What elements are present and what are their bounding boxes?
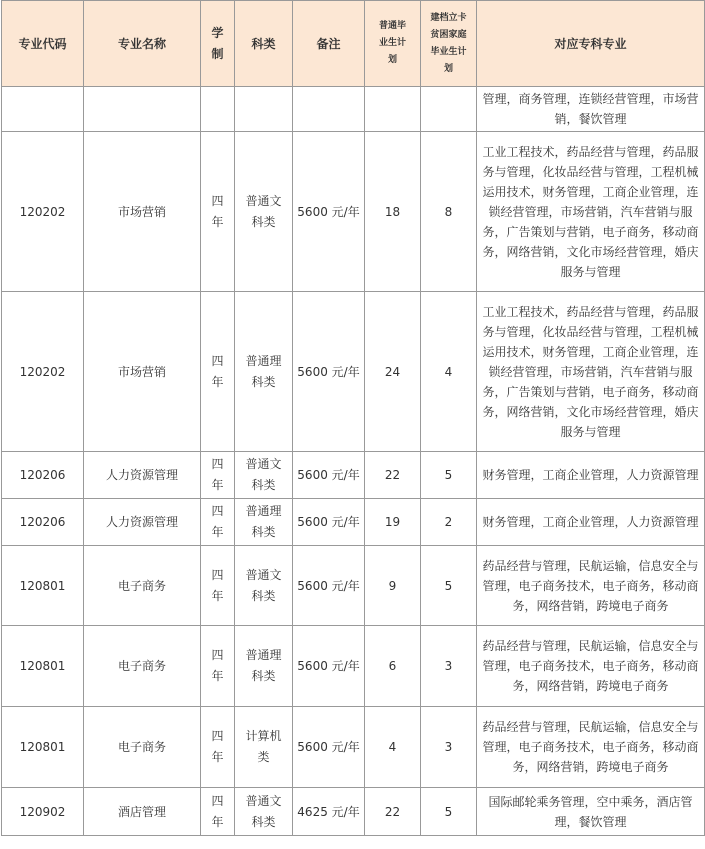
cell-name xyxy=(84,87,201,132)
cell-majors: 药品经营与管理，民航运输，信息安全与管理，电子商务技术，电子商务，移动商务，网络营销，跨境电子商务 xyxy=(477,626,705,707)
cell-poverty-plan: 3 xyxy=(421,707,477,788)
cell-category: 普通理 科类 xyxy=(235,626,293,707)
cell-category xyxy=(235,87,293,132)
cell-majors: 财务管理，工商企业管理，人力资源管理 xyxy=(477,452,705,499)
cell-majors: 国际邮轮乘务管理，空中乘务，酒店管理，餐饮管理 xyxy=(477,788,705,836)
cell-poverty-plan: 8 xyxy=(421,132,477,292)
cell-poverty-plan: 5 xyxy=(421,452,477,499)
table-row xyxy=(2,292,705,452)
cell-name: 市场营销 xyxy=(84,132,201,292)
cell-remark: 5600 元/年 xyxy=(293,499,365,546)
cell-name: 人力资源管理 xyxy=(84,452,201,499)
cell-remark: 5600 元/年 xyxy=(293,707,365,788)
cell-regular-plan: 4 xyxy=(365,707,421,788)
table-row xyxy=(2,87,705,132)
header-duration: 学 制 xyxy=(201,1,235,87)
header-row xyxy=(2,1,705,87)
cell-duration: 四 年 xyxy=(201,788,235,836)
cell-remark: 4625 元/年 xyxy=(293,788,365,836)
cell-name: 电子商务 xyxy=(84,546,201,626)
cell-code: 120801 xyxy=(2,707,84,788)
cell-code: 120202 xyxy=(2,292,84,452)
cell-majors: 药品经营与管理，民航运输，信息安全与管理，电子商务技术，电子商务，移动商务，网络营销，跨境电子商务 xyxy=(477,546,705,626)
cell-remark: 5600 元/年 xyxy=(293,626,365,707)
cell-regular-plan: 22 xyxy=(365,452,421,499)
cell-duration: 四 年 xyxy=(201,132,235,292)
cell-code: 120801 xyxy=(2,546,84,626)
cell-category: 普通文 科类 xyxy=(235,788,293,836)
cell-poverty-plan: 4 xyxy=(421,292,477,452)
cell-majors: 工业工程技术，药品经营与管理，药品服务与管理，化妆品经营与管理，工程机械运用技术，财务管理，工商企业管理，连锁经营管理，市场营销，汽车营销与服务，广告策划与营销，电子商务，移动商务，网络营销，文化市场经营管理，婚庆服务与管理 xyxy=(477,132,705,292)
cell-poverty-plan xyxy=(421,87,477,132)
cell-poverty-plan: 5 xyxy=(421,788,477,836)
cell-regular-plan: 24 xyxy=(365,292,421,452)
cell-regular-plan: 22 xyxy=(365,788,421,836)
cell-name: 人力资源管理 xyxy=(84,499,201,546)
cell-majors: 管理，商务管理，连锁经营管理，市场营销，餐饮管理 xyxy=(477,87,705,132)
cell-regular-plan: 19 xyxy=(365,499,421,546)
cell-category: 普通文 科类 xyxy=(235,546,293,626)
table-row xyxy=(2,788,705,836)
cell-code: 120206 xyxy=(2,452,84,499)
cell-remark: 5600 元/年 xyxy=(293,132,365,292)
enrollment-plan-table xyxy=(1,0,705,836)
header-majors: 对应专科专业 xyxy=(477,1,705,87)
header-regular-plan: 普通毕 业生计 划 xyxy=(365,1,421,87)
header-category: 科类 xyxy=(235,1,293,87)
cell-category: 普通文 科类 xyxy=(235,132,293,292)
cell-regular-plan xyxy=(365,87,421,132)
cell-duration: 四 年 xyxy=(201,546,235,626)
header-poverty-plan: 建档立卡 贫困家庭 毕业生计 划 xyxy=(421,1,477,87)
cell-poverty-plan: 2 xyxy=(421,499,477,546)
cell-name: 电子商务 xyxy=(84,707,201,788)
cell-category: 普通理 科类 xyxy=(235,499,293,546)
cell-regular-plan: 9 xyxy=(365,546,421,626)
cell-duration: 四 年 xyxy=(201,292,235,452)
cell-remark: 5600 元/年 xyxy=(293,452,365,499)
table-row xyxy=(2,132,705,292)
cell-remark: 5600 元/年 xyxy=(293,292,365,452)
cell-majors: 财务管理，工商企业管理，人力资源管理 xyxy=(477,499,705,546)
header-code: 专业代码 xyxy=(2,1,84,87)
cell-majors: 工业工程技术，药品经营与管理，药品服务与管理，化妆品经营与管理，工程机械运用技术，财务管理，工商企业管理，连锁经营管理，市场营销，汽车营销与服务，广告策划与营销，电子商务，移动商务，网络营销，文化市场经营管理，婚庆服务与管理 xyxy=(477,292,705,452)
cell-majors: 药品经营与管理，民航运输，信息安全与管理，电子商务技术，电子商务，移动商务，网络营销，跨境电子商务 xyxy=(477,707,705,788)
cell-category: 普通理 科类 xyxy=(235,292,293,452)
header-name: 专业名称 xyxy=(84,1,201,87)
cell-remark: 5600 元/年 xyxy=(293,546,365,626)
cell-code: 120902 xyxy=(2,788,84,836)
cell-duration: 四 年 xyxy=(201,707,235,788)
table-row xyxy=(2,546,705,626)
cell-regular-plan: 6 xyxy=(365,626,421,707)
cell-name: 市场营销 xyxy=(84,292,201,452)
table-row xyxy=(2,707,705,788)
header-remark: 备注 xyxy=(293,1,365,87)
cell-regular-plan: 18 xyxy=(365,132,421,292)
cell-duration: 四 年 xyxy=(201,626,235,707)
cell-code: 120202 xyxy=(2,132,84,292)
cell-poverty-plan: 5 xyxy=(421,546,477,626)
cell-remark xyxy=(293,87,365,132)
cell-poverty-plan: 3 xyxy=(421,626,477,707)
table-row xyxy=(2,452,705,499)
cell-duration: 四 年 xyxy=(201,499,235,546)
cell-duration: 四 年 xyxy=(201,452,235,499)
cell-name: 酒店管理 xyxy=(84,788,201,836)
cell-name: 电子商务 xyxy=(84,626,201,707)
table-row xyxy=(2,626,705,707)
cell-code: 120206 xyxy=(2,499,84,546)
cell-category: 普通文 科类 xyxy=(235,452,293,499)
cell-code xyxy=(2,87,84,132)
table-row xyxy=(2,499,705,546)
cell-category: 计算机 类 xyxy=(235,707,293,788)
cell-code: 120801 xyxy=(2,626,84,707)
cell-duration xyxy=(201,87,235,132)
